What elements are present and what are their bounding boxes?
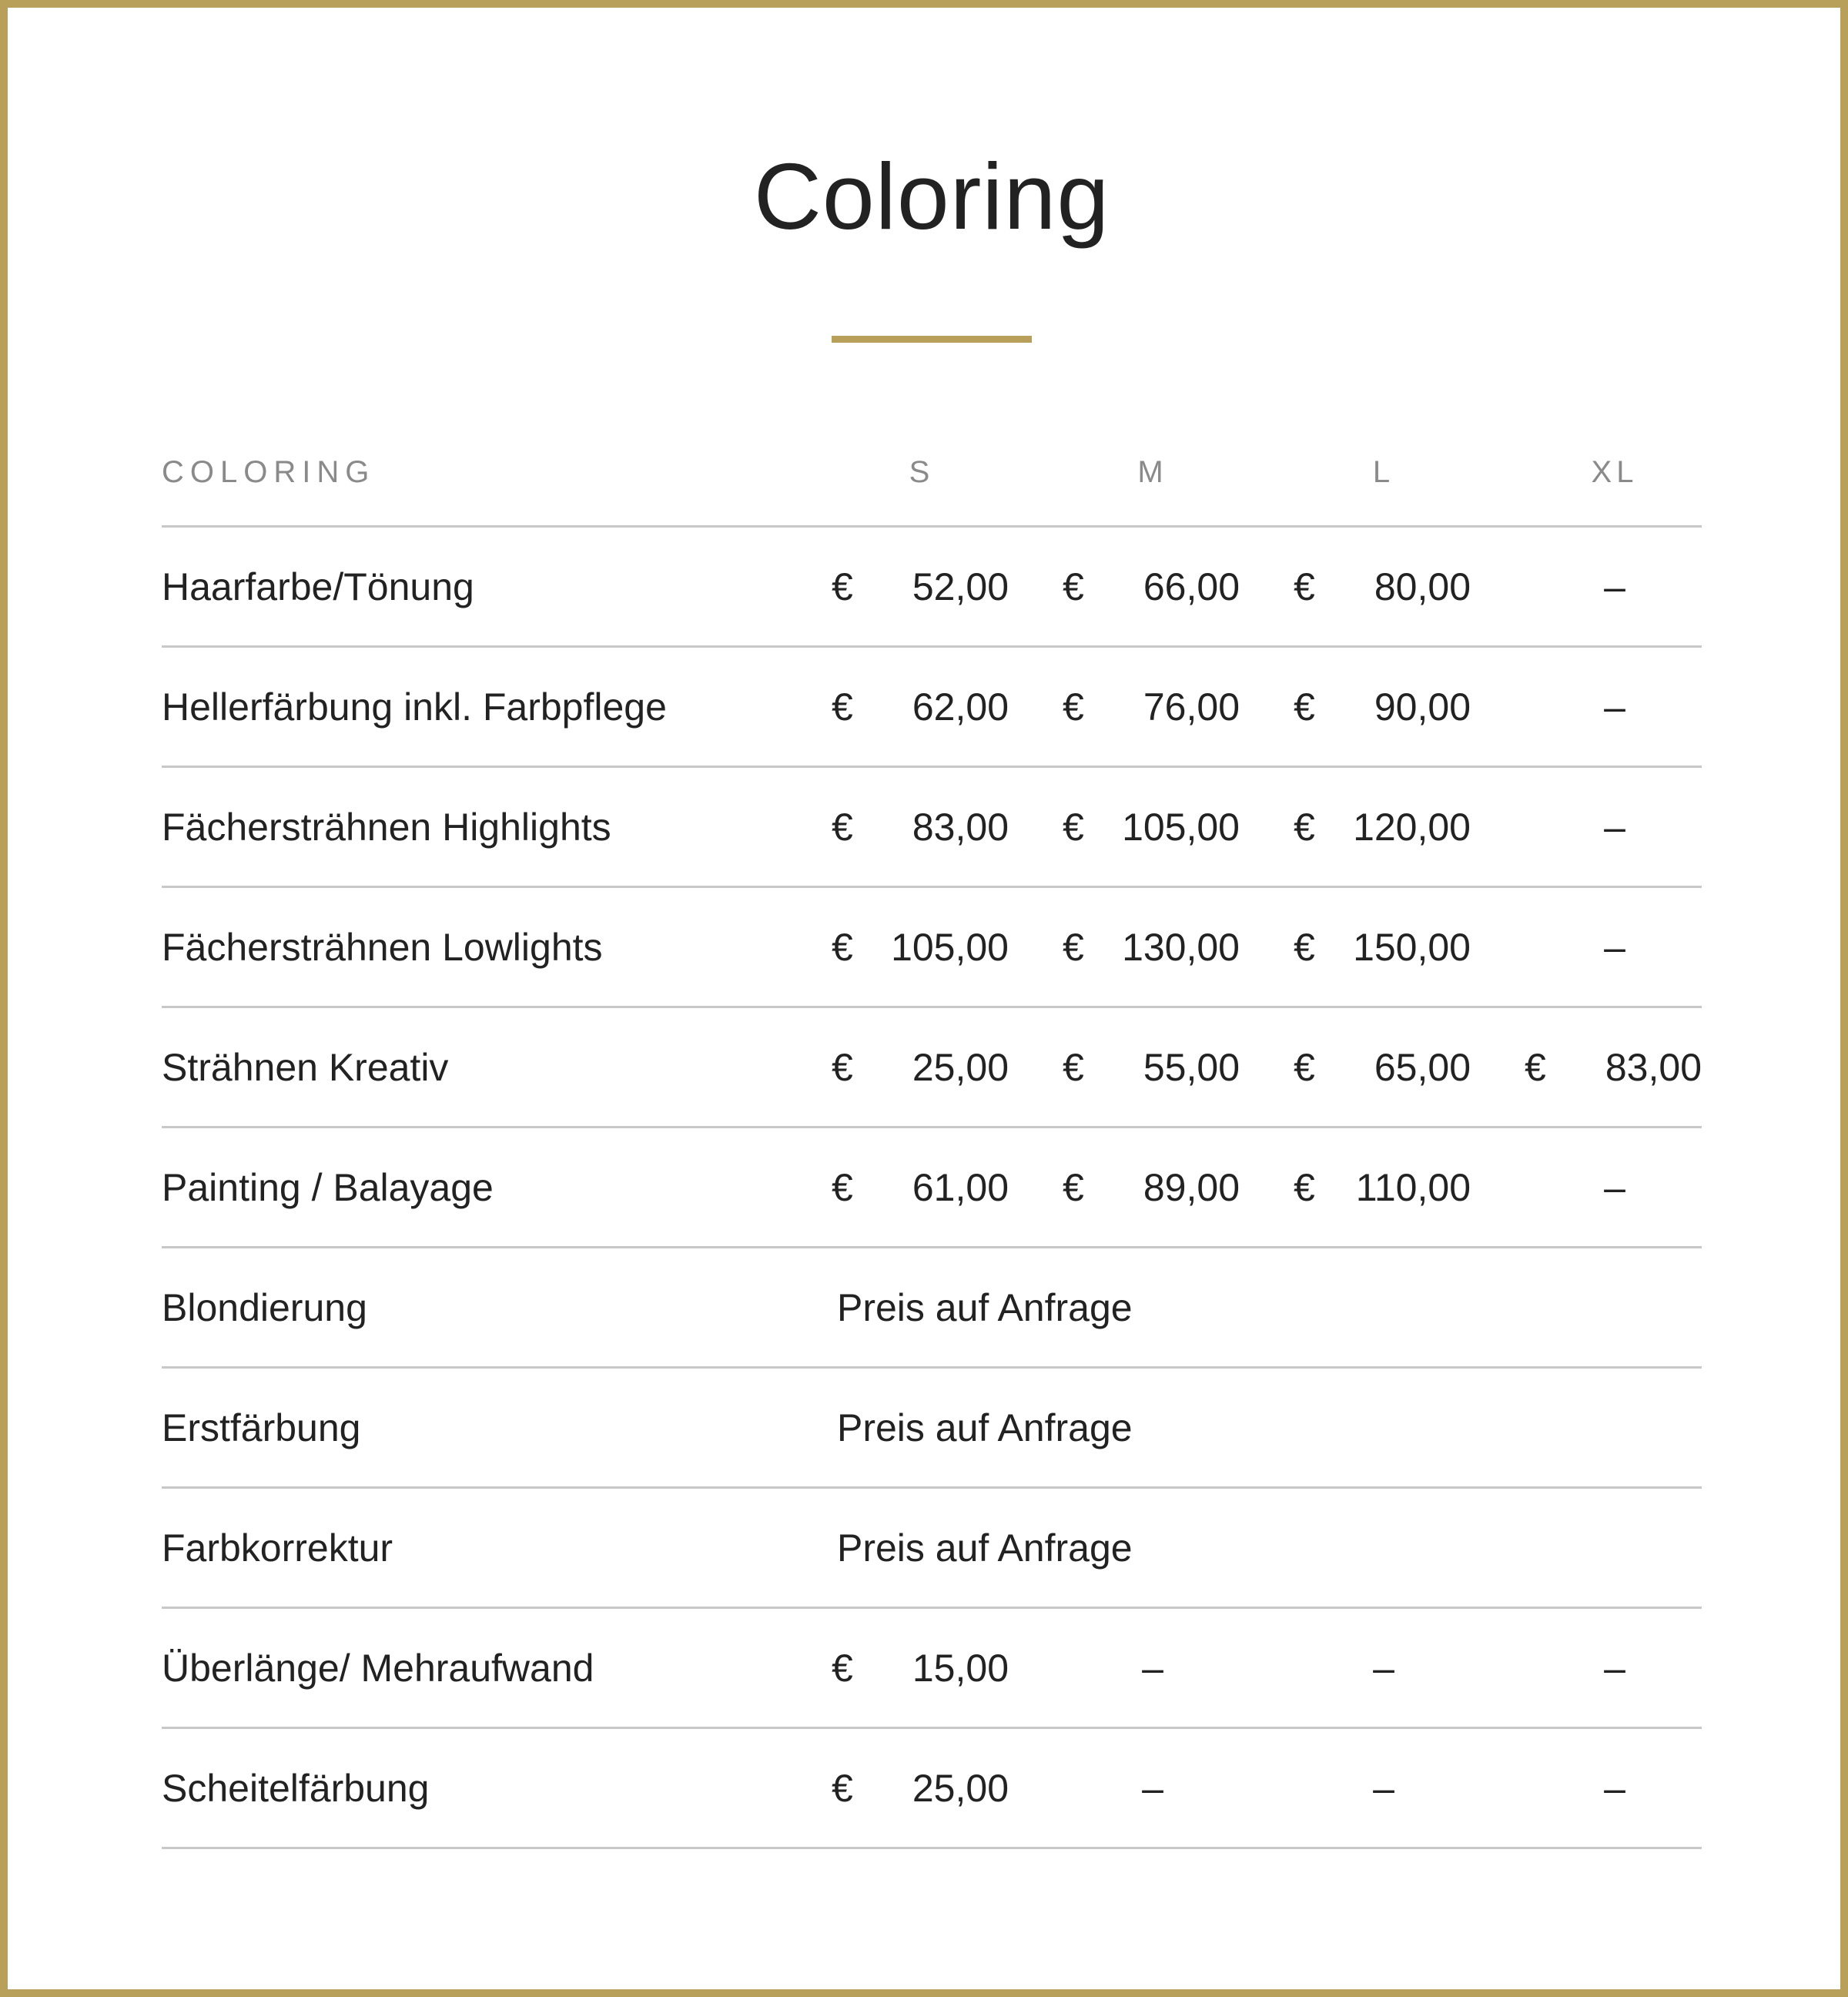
table-row [162,648,1702,768]
service-name: Blondierung [162,1285,367,1329]
currency-symbol: € [1063,1045,1084,1089]
currency-symbol: € [1063,925,1084,969]
currency-symbol: € [832,1045,853,1089]
price-xl-none: – [1604,1165,1625,1209]
price-s: 25,00 [912,1766,1009,1810]
currency-symbol: € [1063,565,1084,608]
service-name: Überlänge/ Mehraufwand [162,1646,594,1690]
price-m: 89,00 [1143,1165,1240,1209]
price-l: 80,00 [1374,565,1471,608]
table-row [162,1248,1702,1369]
currency-symbol: € [832,1766,853,1810]
currency-symbol: € [832,805,853,849]
price-xl: 83,00 [1605,1045,1702,1089]
table-row [162,1008,1702,1128]
currency-symbol: € [832,685,853,729]
currency-symbol: € [1294,685,1315,729]
price-l: 150,00 [1353,925,1471,969]
price-xl-none: – [1604,805,1625,849]
currency-symbol: € [1063,685,1084,729]
table-row [162,888,1702,1008]
table-header [162,424,1702,528]
table-row [162,1128,1702,1248]
price-s: 52,00 [912,565,1009,608]
price-s: 15,00 [912,1646,1009,1690]
price-on-request: Preis auf Anfrage [837,1406,1133,1449]
page-title: Coloring [753,144,1110,249]
price-l: 120,00 [1353,805,1471,849]
price-on-request: Preis auf Anfrage [837,1526,1133,1570]
price-m: 76,00 [1143,685,1240,729]
service-name: Scheitelfärbung [162,1766,430,1810]
header-size-m: M [1137,455,1168,489]
price-s: 25,00 [912,1045,1009,1089]
price-xl-none: – [1604,1766,1625,1810]
header-size-s: S [909,455,935,489]
price-xl-none: – [1604,685,1625,729]
currency-symbol: € [832,1165,853,1209]
currency-symbol: € [1294,1045,1315,1089]
price-s: 61,00 [912,1165,1009,1209]
header-size-l: L [1372,455,1395,489]
currency-symbol: € [1294,565,1315,608]
table-row [162,528,1702,648]
table-row [162,768,1702,888]
currency-symbol: € [832,925,853,969]
table-row [162,1369,1702,1489]
service-name: Farbkorrektur [162,1526,393,1570]
service-name: Erstfärbung [162,1406,361,1449]
price-l-none: – [1373,1646,1394,1690]
currency-symbol: € [1063,805,1084,849]
header-service: COLORING [162,455,376,489]
price-xl-none: – [1604,925,1625,969]
price-table [162,424,1702,1849]
price-xl-none: – [1604,1646,1625,1690]
service-name: Haarfarbe/Tönung [162,565,474,608]
price-s: 105,00 [891,925,1009,969]
currency-symbol: € [1063,1165,1084,1209]
price-m-none: – [1142,1646,1163,1690]
price-m-none: – [1142,1766,1163,1810]
price-on-request: Preis auf Anfrage [837,1285,1133,1329]
service-name: Hellerfärbung inkl. Farbpflege [162,685,667,729]
table-row [162,1609,1702,1729]
currency-symbol: € [1294,925,1315,969]
price-l: 110,00 [1355,1165,1471,1209]
table-body [162,528,1702,1849]
title-underline [832,336,1032,343]
service-name: Painting / Balayage [162,1165,494,1209]
price-m: 105,00 [1122,805,1240,849]
table-row [162,1489,1702,1609]
price-s: 62,00 [912,685,1009,729]
price-l: 90,00 [1374,685,1471,729]
currency-symbol: € [1294,1165,1315,1209]
price-s: 83,00 [912,805,1009,849]
header-size-xl: XL [1591,455,1639,489]
price-m: 55,00 [1143,1045,1240,1089]
price-l: 65,00 [1374,1045,1471,1089]
price-l-none: – [1373,1766,1394,1810]
service-name: Fächersträhnen Lowlights [162,925,603,969]
currency-symbol: € [1525,1045,1546,1089]
service-name: Strähnen Kreativ [162,1045,449,1089]
price-m: 66,00 [1143,565,1240,608]
price-xl-none: – [1604,565,1625,608]
currency-symbol: € [832,1646,853,1690]
price-m: 130,00 [1122,925,1240,969]
table-row [162,1729,1702,1849]
currency-symbol: € [1294,805,1315,849]
service-name: Fächersträhnen Highlights [162,805,611,849]
currency-symbol: € [832,565,853,608]
